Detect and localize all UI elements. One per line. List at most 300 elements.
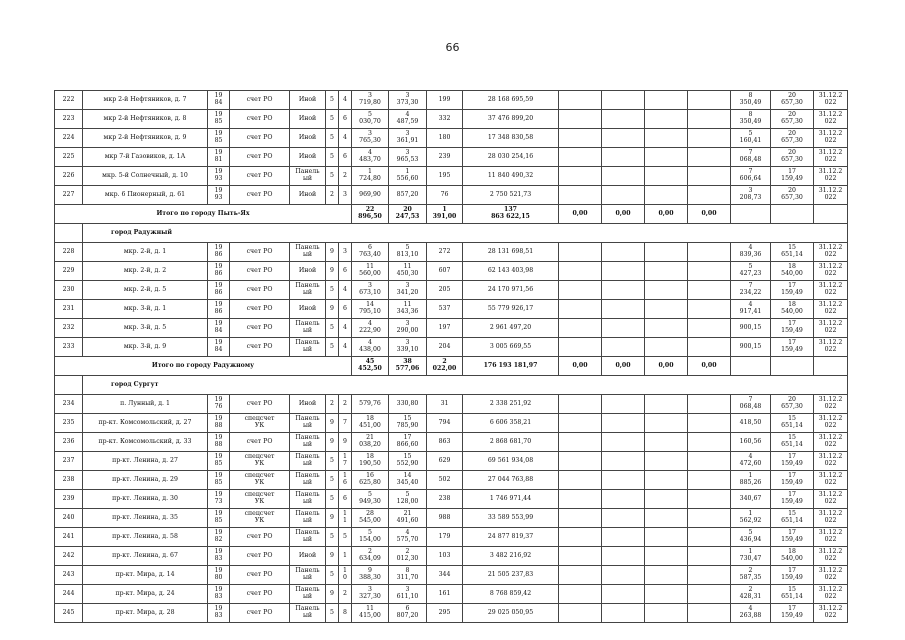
row-extra-2 <box>602 471 645 490</box>
row-address: пр-кт. Ленина, д. 29 <box>83 471 208 490</box>
row-entrances: 1 <box>339 547 352 566</box>
row-entrances: 5 <box>339 528 352 547</box>
row-deadline: 31.12.2 022 <box>814 509 848 528</box>
row-extra-2 <box>602 129 645 148</box>
row-residents: 204 <box>427 338 463 357</box>
row-extra-2 <box>602 547 645 566</box>
city-row-number-cell <box>55 224 83 243</box>
row-cost: 55 779 926,17 <box>463 300 559 319</box>
row-extra-4 <box>688 243 731 262</box>
row-account: счет РО <box>230 566 290 585</box>
row-floors: 5 <box>326 604 339 623</box>
table-row <box>55 471 848 490</box>
row-area-total: 3 765,30 <box>352 129 389 148</box>
row-extra-4 <box>688 91 731 110</box>
row-area-total: 579,76 <box>352 395 389 414</box>
row-address: мкр. 2-й, д. 2 <box>83 262 208 281</box>
table-row <box>55 319 848 338</box>
table-row <box>55 414 848 433</box>
row-deadline: 31.12.2 022 <box>814 300 848 319</box>
row-account: счет РО <box>230 129 290 148</box>
row-entrances: 9 <box>339 433 352 452</box>
table-row <box>55 585 848 604</box>
row-account: счет РО <box>230 148 290 167</box>
subtotal-empty-cell <box>731 357 771 376</box>
row-account: счет РО <box>230 243 290 262</box>
row-area-total: 969,90 <box>352 186 389 205</box>
row-extra-4 <box>688 604 731 623</box>
row-extra-4 <box>688 300 731 319</box>
row-entrances: 1 1 <box>339 509 352 528</box>
row-area-total: 18 190,50 <box>352 452 389 471</box>
row-floors: 9 <box>326 509 339 528</box>
row-extra-2 <box>602 452 645 471</box>
row-extra-3 <box>645 604 688 623</box>
row-cost: 6 606 358,21 <box>463 414 559 433</box>
row-area-living: 5 813,10 <box>389 243 427 262</box>
row-deadline: 31.12.2 022 <box>814 452 848 471</box>
row-year: 19 84 <box>208 91 230 110</box>
row-entrances: 4 <box>339 338 352 357</box>
row-year: 19 83 <box>208 585 230 604</box>
row-residents: 295 <box>427 604 463 623</box>
row-address: пр-кт. Ленина, д. 27 <box>83 452 208 471</box>
row-extra-1 <box>559 186 602 205</box>
row-unit-cost: 8 350,49 <box>731 110 771 129</box>
row-area-total: 5 154,00 <box>352 528 389 547</box>
row-address: пр-кт. Ленина, д. 67 <box>83 547 208 566</box>
row-limit: 20 657,30 <box>771 395 814 414</box>
row-year: 19 85 <box>208 129 230 148</box>
row-number: 238 <box>55 471 83 490</box>
row-area-total: 18 451,00 <box>352 414 389 433</box>
row-floors: 2 <box>326 395 339 414</box>
row-residents: 238 <box>427 490 463 509</box>
row-extra-2 <box>602 433 645 452</box>
row-entrances: 6 <box>339 300 352 319</box>
row-area-living: 3 361,91 <box>389 129 427 148</box>
subtotal-area-living: 38 577,06 <box>389 357 427 376</box>
row-account: счет РО <box>230 547 290 566</box>
row-deadline: 31.12.2 022 <box>814 395 848 414</box>
row-number: 224 <box>55 129 83 148</box>
row-limit: 15 651,14 <box>771 509 814 528</box>
row-address: мкр 2-й Нефтяников, д. 9 <box>83 129 208 148</box>
row-area-living: 4 487,59 <box>389 110 427 129</box>
row-extra-2 <box>602 528 645 547</box>
row-extra-4 <box>688 148 731 167</box>
city-row-number-cell <box>55 376 83 395</box>
row-extra-1 <box>559 604 602 623</box>
row-unit-cost: 900,15 <box>731 338 771 357</box>
row-extra-1 <box>559 281 602 300</box>
row-material: Панель ый <box>290 509 326 528</box>
row-floors: 5 <box>326 91 339 110</box>
row-floors: 5 <box>326 129 339 148</box>
row-area-total: 3 719,80 <box>352 91 389 110</box>
row-area-total: 1 724,80 <box>352 167 389 186</box>
row-area-living: 3 341,20 <box>389 281 427 300</box>
row-area-living: 6 807,20 <box>389 604 427 623</box>
row-account: счет РО <box>230 186 290 205</box>
row-extra-1 <box>559 110 602 129</box>
row-extra-3 <box>645 186 688 205</box>
row-area-living: 8 311,70 <box>389 566 427 585</box>
row-extra-3 <box>645 566 688 585</box>
row-year: 19 76 <box>208 395 230 414</box>
row-residents: 988 <box>427 509 463 528</box>
row-cost: 28 030 254,16 <box>463 148 559 167</box>
row-limit: 18 540,00 <box>771 300 814 319</box>
table-row <box>55 243 848 262</box>
row-limit: 17 159,49 <box>771 471 814 490</box>
row-extra-1 <box>559 433 602 452</box>
row-material: Панель ый <box>290 414 326 433</box>
row-unit-cost: 4 263,88 <box>731 604 771 623</box>
row-extra-1 <box>559 509 602 528</box>
row-cost: 28 168 695,59 <box>463 91 559 110</box>
row-unit-cost: 7 068,48 <box>731 148 771 167</box>
row-area-living: 21 491,60 <box>389 509 427 528</box>
row-extra-2 <box>602 281 645 300</box>
row-deadline: 31.12.2 022 <box>814 110 848 129</box>
row-entrances: 6 <box>339 490 352 509</box>
row-number: 245 <box>55 604 83 623</box>
city-name: город Сургут <box>83 376 848 395</box>
row-address: пр-кт. Мира, д. 14 <box>83 566 208 585</box>
row-cost: 11 840 490,32 <box>463 167 559 186</box>
row-cost: 17 348 830,58 <box>463 129 559 148</box>
row-area-living: 3 373,30 <box>389 91 427 110</box>
table-row <box>55 528 848 547</box>
row-number: 223 <box>55 110 83 129</box>
row-year: 19 73 <box>208 490 230 509</box>
row-limit: 20 657,30 <box>771 186 814 205</box>
row-cost: 27 044 763,88 <box>463 471 559 490</box>
row-material: Панель ый <box>290 471 326 490</box>
row-extra-3 <box>645 433 688 452</box>
row-unit-cost: 2 587,35 <box>731 566 771 585</box>
row-extra-1 <box>559 547 602 566</box>
row-extra-4 <box>688 129 731 148</box>
row-limit: 20 657,30 <box>771 91 814 110</box>
subtotal-area-total: 45 452,50 <box>352 357 389 376</box>
row-material: Панель ый <box>290 604 326 623</box>
row-deadline: 31.12.2 022 <box>814 490 848 509</box>
subtotal-cost: 137 863 622,15 <box>463 205 559 224</box>
row-extra-4 <box>688 281 731 300</box>
row-floors: 2 <box>326 186 339 205</box>
row-residents: 537 <box>427 300 463 319</box>
row-extra-3 <box>645 528 688 547</box>
row-number: 239 <box>55 490 83 509</box>
row-extra-3 <box>645 262 688 281</box>
row-cost: 2 750 521,73 <box>463 186 559 205</box>
row-extra-4 <box>688 585 731 604</box>
row-extra-3 <box>645 300 688 319</box>
row-area-living: 11 343,36 <box>389 300 427 319</box>
row-material: Панель ый <box>290 490 326 509</box>
row-floors: 5 <box>326 528 339 547</box>
row-extra-3 <box>645 129 688 148</box>
row-year: 19 86 <box>208 243 230 262</box>
row-unit-cost: 7 068,48 <box>731 395 771 414</box>
row-extra-2 <box>602 262 645 281</box>
row-year: 19 93 <box>208 186 230 205</box>
row-unit-cost: 2 428,31 <box>731 585 771 604</box>
table-row <box>55 604 848 623</box>
row-residents: 195 <box>427 167 463 186</box>
row-extra-1 <box>559 452 602 471</box>
subtotal-row <box>55 205 848 224</box>
row-area-living: 11 450,30 <box>389 262 427 281</box>
row-extra-1 <box>559 395 602 414</box>
row-entrances: 2 <box>339 395 352 414</box>
row-number: 243 <box>55 566 83 585</box>
row-material: Иной <box>290 300 326 319</box>
row-residents: 502 <box>427 471 463 490</box>
table-row <box>55 91 848 110</box>
row-residents: 31 <box>427 395 463 414</box>
row-extra-4 <box>688 167 731 186</box>
row-unit-cost: 3 208,73 <box>731 186 771 205</box>
row-entrances: 4 <box>339 281 352 300</box>
row-area-total: 11 560,00 <box>352 262 389 281</box>
row-entrances: 4 <box>339 319 352 338</box>
row-limit: 15 651,14 <box>771 414 814 433</box>
row-floors: 5 <box>326 471 339 490</box>
subtotal-residents: 2 022,00 <box>427 357 463 376</box>
row-deadline: 31.12.2 022 <box>814 148 848 167</box>
row-cost: 24 877 819,37 <box>463 528 559 547</box>
row-year: 19 88 <box>208 433 230 452</box>
row-residents: 607 <box>427 262 463 281</box>
row-account: счет РО <box>230 300 290 319</box>
row-address: пр-кт. Ленина, д. 58 <box>83 528 208 547</box>
row-entrances: 1 7 <box>339 452 352 471</box>
row-residents: 161 <box>427 585 463 604</box>
row-floors: 9 <box>326 585 339 604</box>
row-deadline: 31.12.2 022 <box>814 91 848 110</box>
row-year: 19 84 <box>208 338 230 357</box>
row-extra-3 <box>645 585 688 604</box>
row-cost: 2 338 251,92 <box>463 395 559 414</box>
row-limit: 17 159,49 <box>771 604 814 623</box>
row-floors: 9 <box>326 243 339 262</box>
row-unit-cost: 5 160,41 <box>731 129 771 148</box>
row-limit: 15 651,14 <box>771 433 814 452</box>
row-entrances: 4 <box>339 129 352 148</box>
row-extra-3 <box>645 509 688 528</box>
row-extra-4 <box>688 528 731 547</box>
row-extra-4 <box>688 509 731 528</box>
row-unit-cost: 4 917,41 <box>731 300 771 319</box>
row-extra-4 <box>688 490 731 509</box>
row-account: счет РО <box>230 604 290 623</box>
row-entrances: 4 <box>339 91 352 110</box>
row-material: Иной <box>290 395 326 414</box>
row-area-total: 3 327,30 <box>352 585 389 604</box>
row-deadline: 31.12.2 022 <box>814 167 848 186</box>
row-area-total: 14 795,10 <box>352 300 389 319</box>
row-year: 19 80 <box>208 566 230 585</box>
row-material: Иной <box>290 129 326 148</box>
row-cost: 69 561 934,08 <box>463 452 559 471</box>
row-area-living: 17 866,60 <box>389 433 427 452</box>
row-extra-2 <box>602 319 645 338</box>
row-extra-3 <box>645 243 688 262</box>
subtotal-empty-cell <box>771 357 814 376</box>
row-account: счет РО <box>230 585 290 604</box>
row-address: мкр 7-й Газовиков, д. 1А <box>83 148 208 167</box>
table-row <box>55 281 848 300</box>
row-extra-4 <box>688 262 731 281</box>
row-entrances: 2 <box>339 167 352 186</box>
row-extra-1 <box>559 319 602 338</box>
row-extra-1 <box>559 414 602 433</box>
row-extra-4 <box>688 452 731 471</box>
row-limit: 20 657,30 <box>771 129 814 148</box>
table-row <box>55 186 848 205</box>
row-unit-cost: 160,56 <box>731 433 771 452</box>
row-cost: 33 589 553,99 <box>463 509 559 528</box>
row-unit-cost: 7 606,64 <box>731 167 771 186</box>
row-account: спецсчет УК <box>230 509 290 528</box>
row-address: пр-кт. Комсомольский, д. 27 <box>83 414 208 433</box>
row-extra-1 <box>559 338 602 357</box>
row-floors: 5 <box>326 566 339 585</box>
row-area-total: 4 222,90 <box>352 319 389 338</box>
row-address: мкр. 3-й, д. 9 <box>83 338 208 357</box>
row-deadline: 31.12.2 022 <box>814 566 848 585</box>
row-year: 19 86 <box>208 262 230 281</box>
subtotal-empty-cell <box>814 357 848 376</box>
row-material: Иной <box>290 148 326 167</box>
row-residents: 794 <box>427 414 463 433</box>
row-unit-cost: 418,50 <box>731 414 771 433</box>
row-extra-1 <box>559 262 602 281</box>
row-material: Панель ый <box>290 528 326 547</box>
row-extra-2 <box>602 338 645 357</box>
row-extra-2 <box>602 509 645 528</box>
row-number: 232 <box>55 319 83 338</box>
row-area-living: 2 012,30 <box>389 547 427 566</box>
row-residents: 180 <box>427 129 463 148</box>
row-unit-cost: 1 562,92 <box>731 509 771 528</box>
row-residents: 332 <box>427 110 463 129</box>
row-address: мкр. 2-й, д. 1 <box>83 243 208 262</box>
row-material: Панель ый <box>290 452 326 471</box>
row-extra-4 <box>688 414 731 433</box>
row-deadline: 31.12.2 022 <box>814 547 848 566</box>
row-extra-1 <box>559 528 602 547</box>
row-extra-3 <box>645 338 688 357</box>
row-cost: 24 170 971,56 <box>463 281 559 300</box>
subtotal-row <box>55 357 848 376</box>
subtotal-empty-cell <box>731 205 771 224</box>
row-deadline: 31.12.2 022 <box>814 338 848 357</box>
row-entrances: 6 <box>339 262 352 281</box>
row-material: Иной <box>290 547 326 566</box>
row-deadline: 31.12.2 022 <box>814 186 848 205</box>
row-floors: 5 <box>326 148 339 167</box>
row-cost: 8 768 859,42 <box>463 585 559 604</box>
row-entrances: 8 <box>339 604 352 623</box>
subtotal-extra-4: 0,00 <box>688 205 731 224</box>
row-extra-2 <box>602 414 645 433</box>
row-area-living: 4 575,70 <box>389 528 427 547</box>
row-cost: 29 025 050,95 <box>463 604 559 623</box>
row-extra-3 <box>645 471 688 490</box>
subtotal-area-living: 20 247,53 <box>389 205 427 224</box>
row-area-total: 3 673,10 <box>352 281 389 300</box>
subtotal-area-total: 22 896,50 <box>352 205 389 224</box>
row-residents: 76 <box>427 186 463 205</box>
row-extra-4 <box>688 338 731 357</box>
row-area-living: 3 965,53 <box>389 148 427 167</box>
row-address: пр-кт. Мира, д. 28 <box>83 604 208 623</box>
row-residents: 344 <box>427 566 463 585</box>
row-extra-4 <box>688 110 731 129</box>
table-row <box>55 167 848 186</box>
row-entrances: 1 6 <box>339 471 352 490</box>
table-row <box>55 148 848 167</box>
row-extra-1 <box>559 243 602 262</box>
row-account: спецсчет УК <box>230 414 290 433</box>
subtotal-label: Итого по городу Пыть-Ях <box>55 205 352 224</box>
row-extra-3 <box>645 110 688 129</box>
row-area-total: 9 388,30 <box>352 566 389 585</box>
row-number: 227 <box>55 186 83 205</box>
subtotal-residents: 1 391,00 <box>427 205 463 224</box>
row-extra-1 <box>559 585 602 604</box>
row-area-total: 4 438,00 <box>352 338 389 357</box>
row-year: 19 85 <box>208 509 230 528</box>
row-deadline: 31.12.2 022 <box>814 528 848 547</box>
row-floors: 9 <box>326 414 339 433</box>
row-extra-2 <box>602 566 645 585</box>
row-residents: 205 <box>427 281 463 300</box>
row-account: счет РО <box>230 281 290 300</box>
subtotal-extra-4: 0,00 <box>688 357 731 376</box>
row-cost: 3 005 669,55 <box>463 338 559 357</box>
table-row <box>55 262 848 281</box>
row-number: 244 <box>55 585 83 604</box>
row-material: Панель ый <box>290 281 326 300</box>
row-material: Иной <box>290 110 326 129</box>
row-extra-2 <box>602 148 645 167</box>
subtotal-cost: 176 193 181,97 <box>463 357 559 376</box>
row-material: Панель ый <box>290 319 326 338</box>
row-limit: 17 159,49 <box>771 452 814 471</box>
row-unit-cost: 5 436,94 <box>731 528 771 547</box>
row-residents: 629 <box>427 452 463 471</box>
row-cost: 2 868 681,70 <box>463 433 559 452</box>
row-account: счет РО <box>230 395 290 414</box>
row-extra-4 <box>688 186 731 205</box>
row-area-total: 5 030,70 <box>352 110 389 129</box>
row-address: пр-кт. Комсомольский, д. 33 <box>83 433 208 452</box>
row-residents: 199 <box>427 91 463 110</box>
row-area-living: 3 611,10 <box>389 585 427 604</box>
row-extra-1 <box>559 91 602 110</box>
row-area-total: 5 949,30 <box>352 490 389 509</box>
subtotal-extra-3: 0,00 <box>645 357 688 376</box>
row-year: 19 84 <box>208 319 230 338</box>
row-extra-3 <box>645 91 688 110</box>
row-floors: 5 <box>326 167 339 186</box>
row-unit-cost: 4 839,36 <box>731 243 771 262</box>
